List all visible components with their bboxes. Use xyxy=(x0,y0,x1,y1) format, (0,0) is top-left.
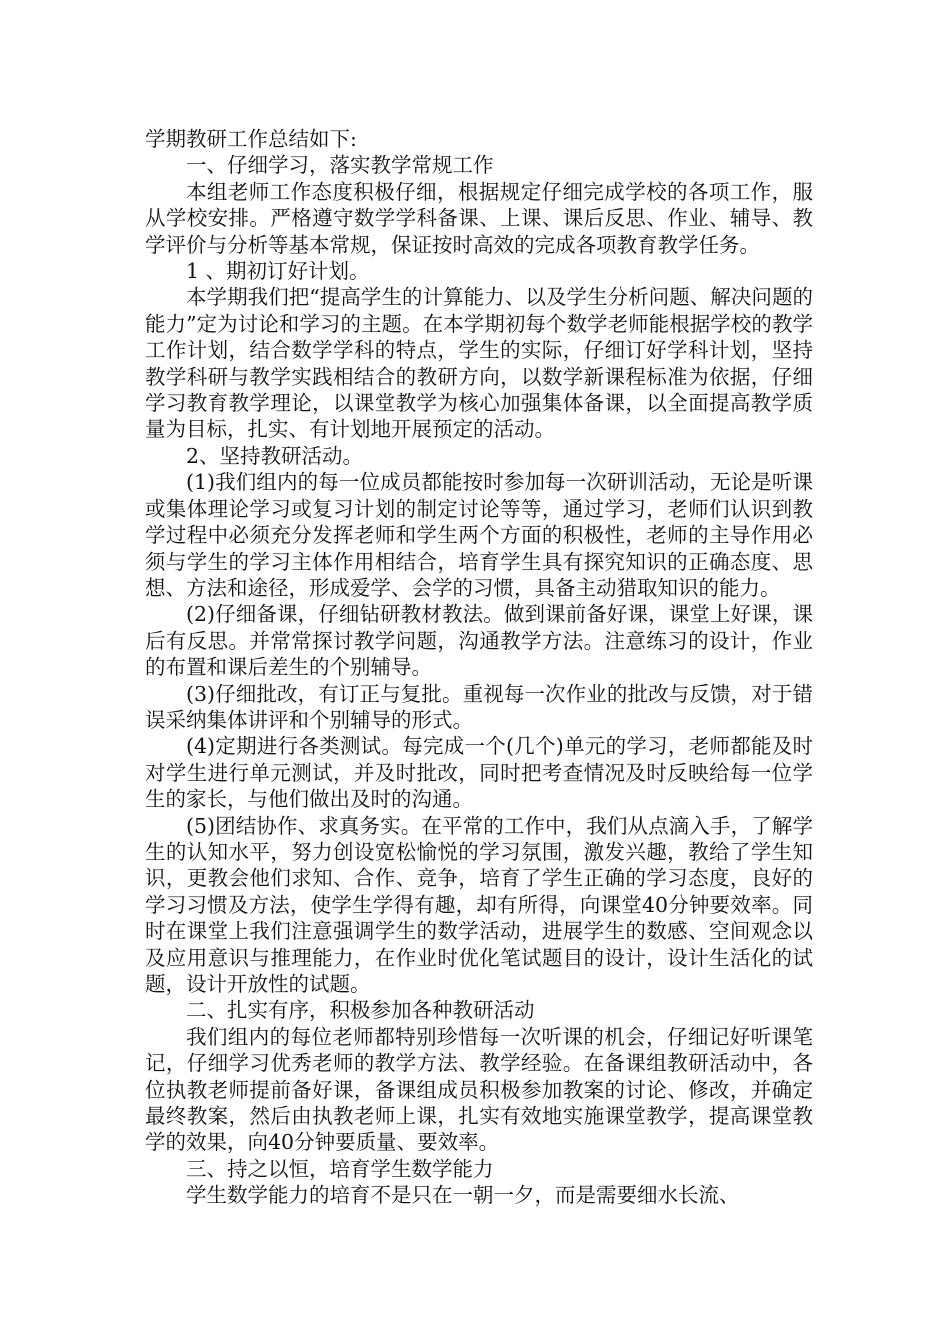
paragraph-item-1: (1)我们组内的每一位成员都能按时参加每一次研训活动，无论是听课或集体理论学习或复习计划的制定讨论等等，通过学习，老师们认识到教学过程中必须充分发挥老师和学生两个方面的积极性，老师的主导作用必须与学生的学习主体作用相结合，培育学生具有探究知识的正确态度、思想、方法和途径，形成爱学、会学的习惯，具备主动猎取知识的能力。 xyxy=(145,470,813,600)
section-heading-1: 一、仔细学习，落实教学常规工作 xyxy=(186,153,494,178)
paragraph: 我们组内的每位老师都特别珍惜每一次听课的机会，仔细记好听课笔记，仔细学习优秀老师的教学方法、教学经验。在备课组教研活动中，各位执教老师提前备好课，备课组成员积极参加教案的讨论、修改，并确定最终教案，然后由执教老师上课，扎实有效地实施课堂教学，提高课堂教学的效果，向40分钟要质量、要效率。 xyxy=(145,1024,813,1155)
paragraph-item-4: (4)定期进行各类测试。每完成一个(几个)单元的学习，老师都能及时对学生进行单元测试，并及时批改，同时把考查情况及时反映给每一位学生的家长，与他们做出及时的沟通。 xyxy=(145,734,813,812)
section-heading-3: 三、持之以恒，培育学生数学能力 xyxy=(186,1156,494,1181)
paragraph-intro: 学期教研工作总结如下: xyxy=(145,127,357,151)
paragraph-item-2: (2)仔细备课，仔细钻研教材教法。做到课前备好课，课堂上好课，课后有反思。并常常探讨教学问题，沟通教学方法。注意练习的设计，作业的布置和课后差生的个别辅导。 xyxy=(145,602,813,680)
paragraph-item-3: (3)仔细批改，有订正与复批。重视每一次作业的批改与反馈，对于错误采纳集体讲评和个别辅导的形式。 xyxy=(145,681,813,732)
paragraph-item-5: (5)团结协作、求真务实。在平常的工作中，我们从点滴入手，了解学生的认知水平，努力创设宽松愉悦的学习氛围，激发兴趣，教给了学生知识，更教会他们求知、合作、竞争，培育了学生正确的学习态度，良好的学习习惯及方法，使学生学得有趣，却有所得，向课堂40分钟要效率。同时在课堂上我们注意强调学生的数学活动，进展学生的数感、空间观念以及应用意识与推理能力，在作业时优化笔试题目的设计，设计生活化的试题，设计开放性的试题。 xyxy=(145,813,813,996)
section-heading-2: 二、扎实有序，积极参加各种教研活动 xyxy=(186,998,535,1023)
subheading-activities: 2、坚持教研活动。 xyxy=(186,443,364,468)
subheading-plan: 1 、期初订好计划。 xyxy=(186,259,370,284)
paragraph: 本组老师工作态度积极仔细，根据规定仔细完成学校的各项工作，服从学校安排。严格遵守数学学科备课、上课、课后反思、作业、辅导、教学评价与分析等基本常规，保证按时高效的完成各项教育教学任务。 xyxy=(145,179,813,257)
paragraph-final: 学生数学能力的培育不是只在一朝一夕，而是需要细水长流、 xyxy=(186,1183,740,1208)
document-body xyxy=(145,126,813,1209)
paragraph: 本学期我们把“提高学生的计算能力、以及学生分析问题、解决问题的能力”定为讨论和学习的主题。在本学期初每个数学老师能根据学校的教学工作计划，结合数学学科的特点，学生的实际，仔细订好学科计划，坚持教学科研与教学实践相结合的教研方向，以数学新课程标准为依据，仔细学习教育教学理论，以课堂教学为核心加强集体备课，以全面提高教学质量为目标，扎实、有计划地开展预定的活动。 xyxy=(145,285,813,442)
